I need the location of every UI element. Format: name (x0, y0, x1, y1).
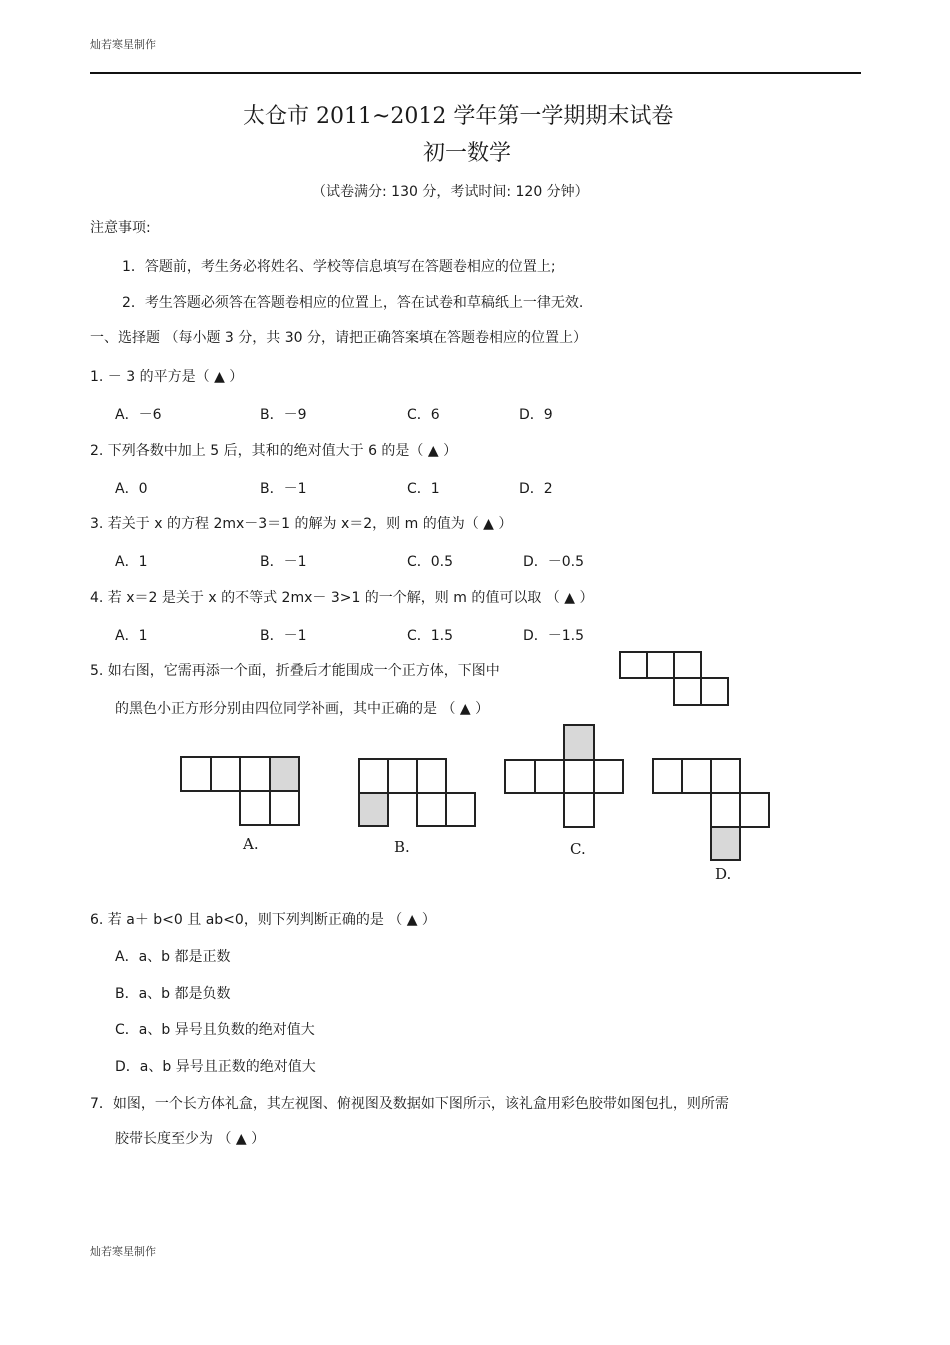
figure-label-a: A. (243, 835, 259, 853)
exam-title: 太仓市 2011~2012 学年第一学期期末试卷 (243, 104, 674, 129)
watermark-bottom: 灿若寒星制作 (90, 1245, 156, 1258)
cube-net-option-d-figure (650, 757, 774, 865)
option-a: A．0 (115, 481, 148, 497)
option-a: A．1 (115, 628, 148, 644)
notice-heading: 注意事项: (90, 220, 151, 236)
question-stem: 3. 若关于 x 的方程 2mx－3＝1 的解为 x＝2，则 m 的值为（ ▲ ） (90, 516, 513, 532)
option-c: C．1 (407, 481, 440, 497)
option-c: C．6 (407, 407, 440, 423)
option-b: B．－1 (260, 554, 307, 570)
cube-net-option-a-figure (178, 755, 302, 829)
option-b: B．a、b 都是负数 (115, 986, 231, 1002)
cube-net-reference-figure (618, 650, 732, 708)
option-b: B．－1 (260, 628, 307, 644)
question-stem: 1. － 3 的平方是（ ▲ ） (90, 369, 244, 385)
notice-item: 2．考生答题必须答在答题卷相应的位置上，答在试卷和草稿纸上一律无效. (122, 295, 584, 311)
header-rule (90, 72, 861, 74)
figure-label-d: D. (715, 865, 732, 883)
question-stem: 6. 若 a＋ b<0 且 ab<0，则下列判断正确的是 （ ▲ ） (90, 912, 436, 928)
exam-info: （试卷满分: 130 分，考试时间: 120 分钟） (312, 184, 589, 200)
option-d: D．a、b 异号且正数的绝对值大 (115, 1059, 316, 1075)
option-b: B．－9 (260, 407, 307, 423)
section-heading: 一、选择题 （每小题 3 分，共 30 分，请把正确答案填在答题卷相应的位置上） (90, 330, 587, 346)
option-a: A．1 (115, 554, 148, 570)
question-stem: 5. 如右图，它需再添一个面，折叠后才能围成一个正方体，下图中 (90, 663, 500, 679)
question-stem: 2. 下列各数中加上 5 后，其和的绝对值大于 6 的是（ ▲ ） (90, 443, 458, 459)
option-d: D．－0.5 (523, 554, 585, 570)
option-a: A．a、b 都是正数 (115, 949, 231, 965)
option-d: D．9 (519, 407, 553, 423)
question-stem: 7．如图，一个长方体礼盒，其左视图、俯视图及数据如下图所示，该礼盒用彩色胶带如图包扎，则所需 (90, 1096, 729, 1112)
figure-label-b: B. (394, 838, 410, 856)
watermark-top: 灿若寒星制作 (90, 38, 156, 51)
figure-label-c: C. (570, 840, 586, 858)
option-c: C．0.5 (407, 554, 454, 570)
exam-subject: 初一数学 (423, 141, 512, 166)
option-c: C．1.5 (407, 628, 454, 644)
question-stem-continued: 胶带长度至少为 （ ▲ ） (115, 1131, 266, 1147)
option-c: C．a、b 异号且负数的绝对值大 (115, 1022, 315, 1038)
question-stem: 4. 若 x＝2 是关于 x 的不等式 2mx－ 3>1 的一个解，则 m 的值可以取 （ ▲ ） (90, 590, 594, 606)
question-stem-continued: 的黑色小正方形分别由四位同学补画，其中正确的是 （ ▲ ） (115, 701, 490, 717)
notice-item: 1．答题前，考生务必将姓名、学校等信息填写在答题卷相应的位置上; (122, 259, 556, 275)
option-a: A．－6 (115, 407, 162, 423)
option-b: B．－1 (260, 481, 307, 497)
option-d: D．2 (519, 481, 553, 497)
cube-net-option-b-figure (355, 757, 479, 831)
option-d: D．－1.5 (523, 628, 585, 644)
cube-net-option-c-figure (502, 722, 626, 830)
